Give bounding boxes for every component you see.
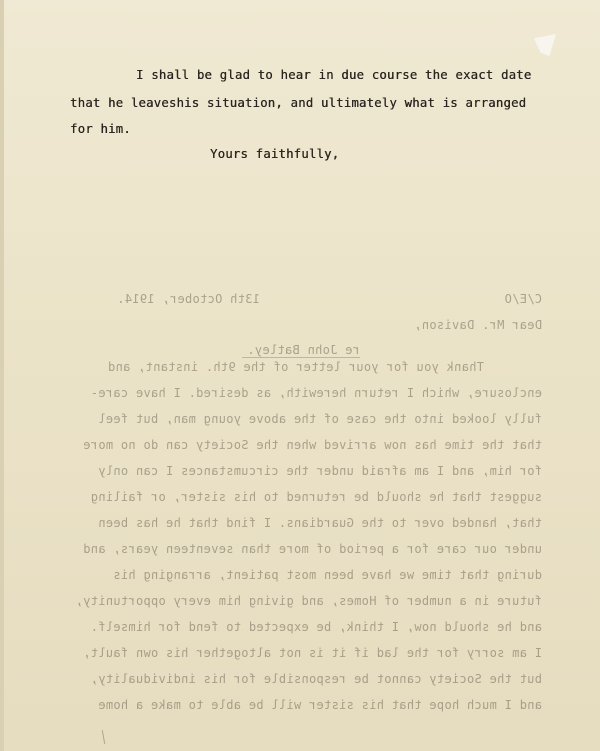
letter-closing: Yours faithfully, <box>210 147 340 161</box>
ghost-body-line: future in a number of Homes, and giving him every opportunity, <box>75 594 542 608</box>
ghost-body-line: fully looked into the case of the above young man, but feel <box>98 412 542 426</box>
ghost-salutation: Dear Mr. Davison, <box>414 318 542 332</box>
torn-corner <box>534 34 556 56</box>
ghost-body-line: and I much hope that his sister will be able to make a home <box>98 698 542 712</box>
ghost-body-line: that the time has now arrived when the Society can do no more <box>82 438 542 452</box>
ghost-body-line: and he should now, I think, be expected to fend for himself. <box>90 620 542 634</box>
letter-line: that he leaveshis situation, and ultimately what is arranged <box>70 96 527 110</box>
ghost-reference: C/E/O <box>504 292 542 306</box>
ghost-body-line: Thank you for your letter of the 9th. instant, and <box>107 360 484 374</box>
ghost-body-line: but the Society cannot be responsible for his individuality, <box>90 672 542 686</box>
ghost-date: 13th October, 1914. <box>117 292 260 306</box>
ghost-body-line: during that time we have been most patient, arranging his <box>113 568 542 582</box>
ghost-subject-underline <box>242 357 360 358</box>
ghost-body-line: that, handed over to the Guardians. I find that he has been <box>98 516 542 530</box>
letter-line: I shall be glad to hear in due course the exact date <box>136 68 532 82</box>
ghost-subject: re John Batley. <box>247 343 360 357</box>
pencil-mark <box>102 730 105 744</box>
ghost-body-line: under our care for a period of more than seventeen years, and <box>82 542 542 556</box>
ghost-body-line: for him, and I am afraid under the circumstances I can only <box>98 464 542 478</box>
ghost-body-line: enclosure, which I return herewith, as desired. I have care- <box>90 386 542 400</box>
letter-line: for him. <box>70 122 131 136</box>
ghost-body-line: suggest that he should be returned to his sister, or failing <box>90 490 542 504</box>
ghost-body-line: I am sorry for the lad if it is not altogether his own fault, <box>82 646 542 660</box>
page-edge <box>0 0 4 751</box>
